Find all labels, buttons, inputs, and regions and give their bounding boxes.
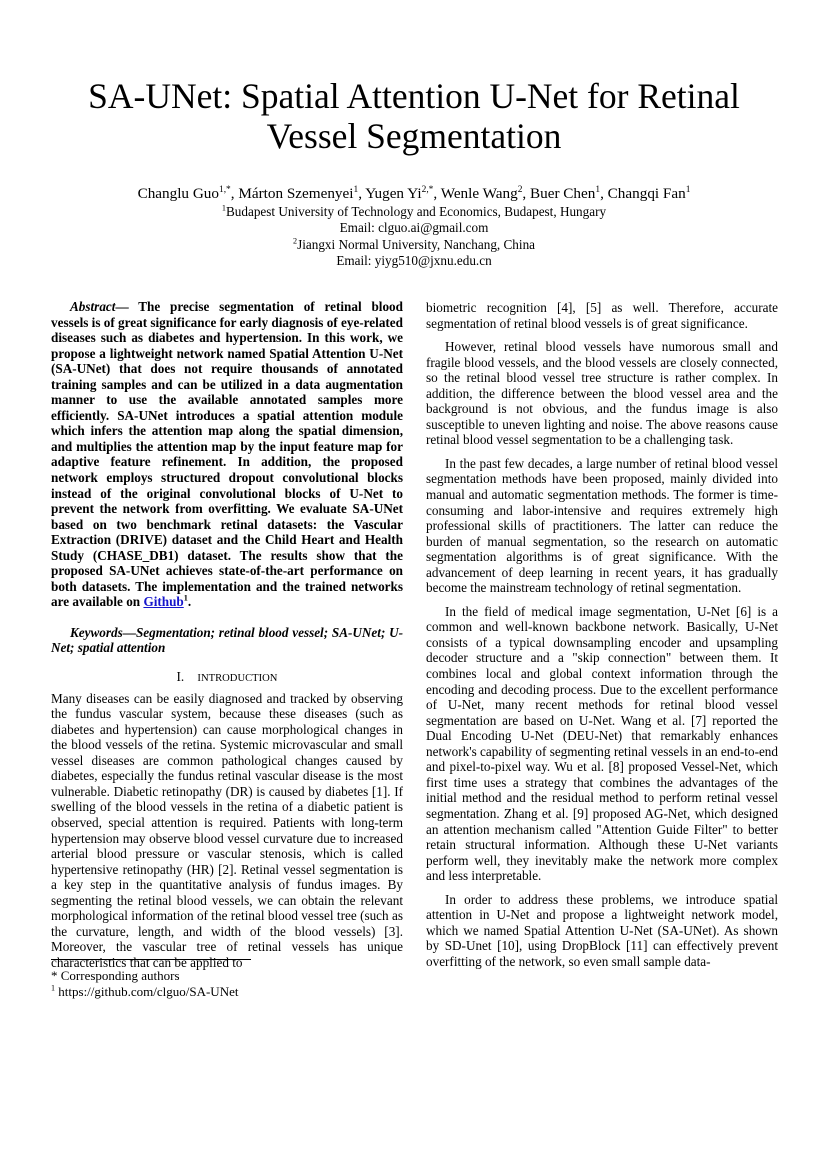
section-title: INTRODUCTION [197,673,278,685]
abstract [51,299,403,610]
footnote-divider [51,959,251,960]
footnote-text: https://github.com/clguo/SA-UNet [55,984,239,999]
author-name: Márton Szemenyei [238,185,354,202]
author-list: Changlu Guo$^{1,*}$, Márton Szemenyei$^1$, Yugen $Yi^{2,*}$, Wenle Wang$^2$, Buer Chen$^1$, Changqi Fan$^1$ [137,184,691,202]
affiliation-mark: 2 [292,236,298,246]
abstract-text: The precise segmentation of retinal blood vessels is of great significance for early diagnosis of eye-related diseases such as diabetes and hypertension. In this work, we propose a lightweight network named Spatial Attention U-Net (SA-UNet) that does not require thousands of annotated training samples and can be utilized in a data augmentation manner to use the available annotated samples more efficiently. SA-UNet introduces a spatial attention module which infers the attention map along the spatial dimension, and multiplies the attention map by the input feature map for adaptive feature refinement. In addition, the proposed network employs structured dropout convolutional blocks instead of the original convolutional blocks of U-Net to prevent the network from overfitting. We evaluate SA-UNet based on two benchmark retinal datasets: the Vascular Extraction (DRIVE) dataset and the Child Heart and Health Study (CHASE_DB1) dataset. The results show that the proposed SA-UNet achieves state-of-the-art performance on both datasets. The implementation and the trained networks are available on [51,299,403,610]
author-affiliation-mark: 1,* [218,184,231,195]
footnote-text: Corresponding authors [57,968,180,983]
author-affiliation-mark: 1 [353,184,359,195]
footnote-corresponding [51,968,238,984]
keywords: Keywords—Segmentation; retinal blood vessel; SA-UNet; U-Net; spatial attention [51,624,403,656]
author-affiliation-mark: 1 [595,184,601,195]
affiliation-mark: 1 [221,203,226,213]
abstract-label: Abstract [70,299,116,314]
body-paragraph: In order to address these problems, we introduce spatial attention in U-Net and propose a lightweight network model, which we named Spatial Attention U-Net (SA-UNet). As shown by SD-Unet [10], using DropBlock [11] can effectively prevent overfitting of the network, so even small sample data- [426,891,778,969]
right-column [426,300,778,969]
abstract-dash: — [115,299,129,314]
section-number: I. [176,669,185,685]
footnote-mark: 1 [51,983,56,993]
body-paragraph: In the field of medical image segmentation, U-Net [6] is a common and well-known backbone network. Basically, U-Net consists of a typical downsampling encoder and upsampling decoder structure and a "skip connection" between them. It combines local and global context information through the encoding and decoding process. Due to the excellent performance of U-Net, many recent methods for retinal blood vessel segmentation are based on U-Net. Wang et al. [7] reported the Dual Encoding U-Net (DEU-Net) that remarkably enhances network's capability of segmenting retinal vessels in an end-to-end and pixel-to-pixel way. Wu et al. [8] proposed Vessel-Net, which first time uses a strategy that combines the advantages of the initial method and the residual method to perform retinal vessel segmentation. Zhang et al. [9] proposed AG-Net, which designed an attention mechanism called "Attention Guide Filter" to better retain structural information. Although these U-Net variants perform well, they inevitably make the network more complex and less interpretable. [426,603,778,884]
affiliation-2-email: Email: yiyg510@jxnu.edu.cn [336,252,492,268]
author-name: Changlu Guo [137,185,219,202]
body-paragraph: In the past few decades, a large number of retinal blood vessel segmentation methods have been proposed, mainly divided into manual and automatic segmentation methods. The former is time-consuming and labor-intensive and requires extremely high professional skills of practitioners. The latter can reduce the burden of manual segmentation, so the research on automatic segmentation algorithms is of great significance. With the advancement of deep learning in recent years, it has gradually become the mainstream technology of retinal segmentation. [426,455,778,596]
body-paragraph: However, retinal blood vessels have numorous small and fragile blood vessels, and the blood vessels are closely connected, so the retinal blood vessel tree structure is rather complex. In addition, the difference between the blood vessel area and the background is not obvious, and the fundus image is also susceptible to uneven lighting and noise. The above reasons cause retinal blood vessel segmentation to be a challenging task. [426,339,778,448]
section-heading-introduction [51,669,403,687]
affiliation-2 [40,237,788,253]
footnote-mark: 1 [183,594,188,603]
body-paragraph: Many diseases can be easily diagnosed and tracked by observing the fundus vascular system, because these diseases (such as diabetes and hypertension) can cause morphological changes in the blood vessels of the retina. Systemic microvascular and small vessel diseases are common pathological changes caused by diabetes, especially the fundus retinal vascular disease is the most vulnerable. Diabetic retinopathy (DR) is caused by diabetes [1]. If swelling of the blood vessels in the retina of a diabetic patient is observed, special attention is required. Patients with long-term hypertension may observe blood vessel curvature due to increased arterial blood pressure or vascular stenosis, which is called hypertensive retinopathy (HR) [2]. Retinal vessel segmentation is a key step in the quantitative analysis of fundus images. By segmenting the retinal blood vessels, we can obtain the relevant morphological information of the retinal blood vessel tree (such as the curvature, length, and width of the blood vessels) [3]. Moreover, the vascular tree of retinal vessels has unique characteristics that can be applied to [51,690,403,970]
author-name: Changqi Fan [607,185,686,202]
abstract-end: . [187,594,192,610]
author-name: Yugen Yi [365,185,422,202]
author-name: Wenle Wang [440,185,518,202]
affiliation-text: Budapest University of Technology and Economics, Budapest, Hungary [225,204,607,219]
author-affiliation-mark: 1 [685,184,691,195]
author-block [40,184,788,269]
left-column [51,299,403,970]
affiliation-text: Jiangxi Normal University, Nanchang, China [297,236,536,252]
footnote-github [51,984,238,1000]
footnotes [51,968,238,1000]
body-paragraph: biometric recognition [4], [5] as well. Therefore, accurate segmentation of retinal blood vessels is of great significance. [426,300,778,331]
author-name: Buer Chen [529,185,596,202]
github-link[interactable]: Github [143,594,184,610]
author-affiliation-mark: 2 [517,184,523,195]
paper-title: SA-UNet: Spatial Attention U-Net for Retinal Vessel Segmentation [88,76,740,156]
affiliation-1-email: Email: clguo.ai@gmail.com [339,220,489,236]
author-affiliation-mark: 2,* [421,184,434,195]
affiliation-1 [40,204,788,220]
footnote-mark: * [51,968,58,983]
